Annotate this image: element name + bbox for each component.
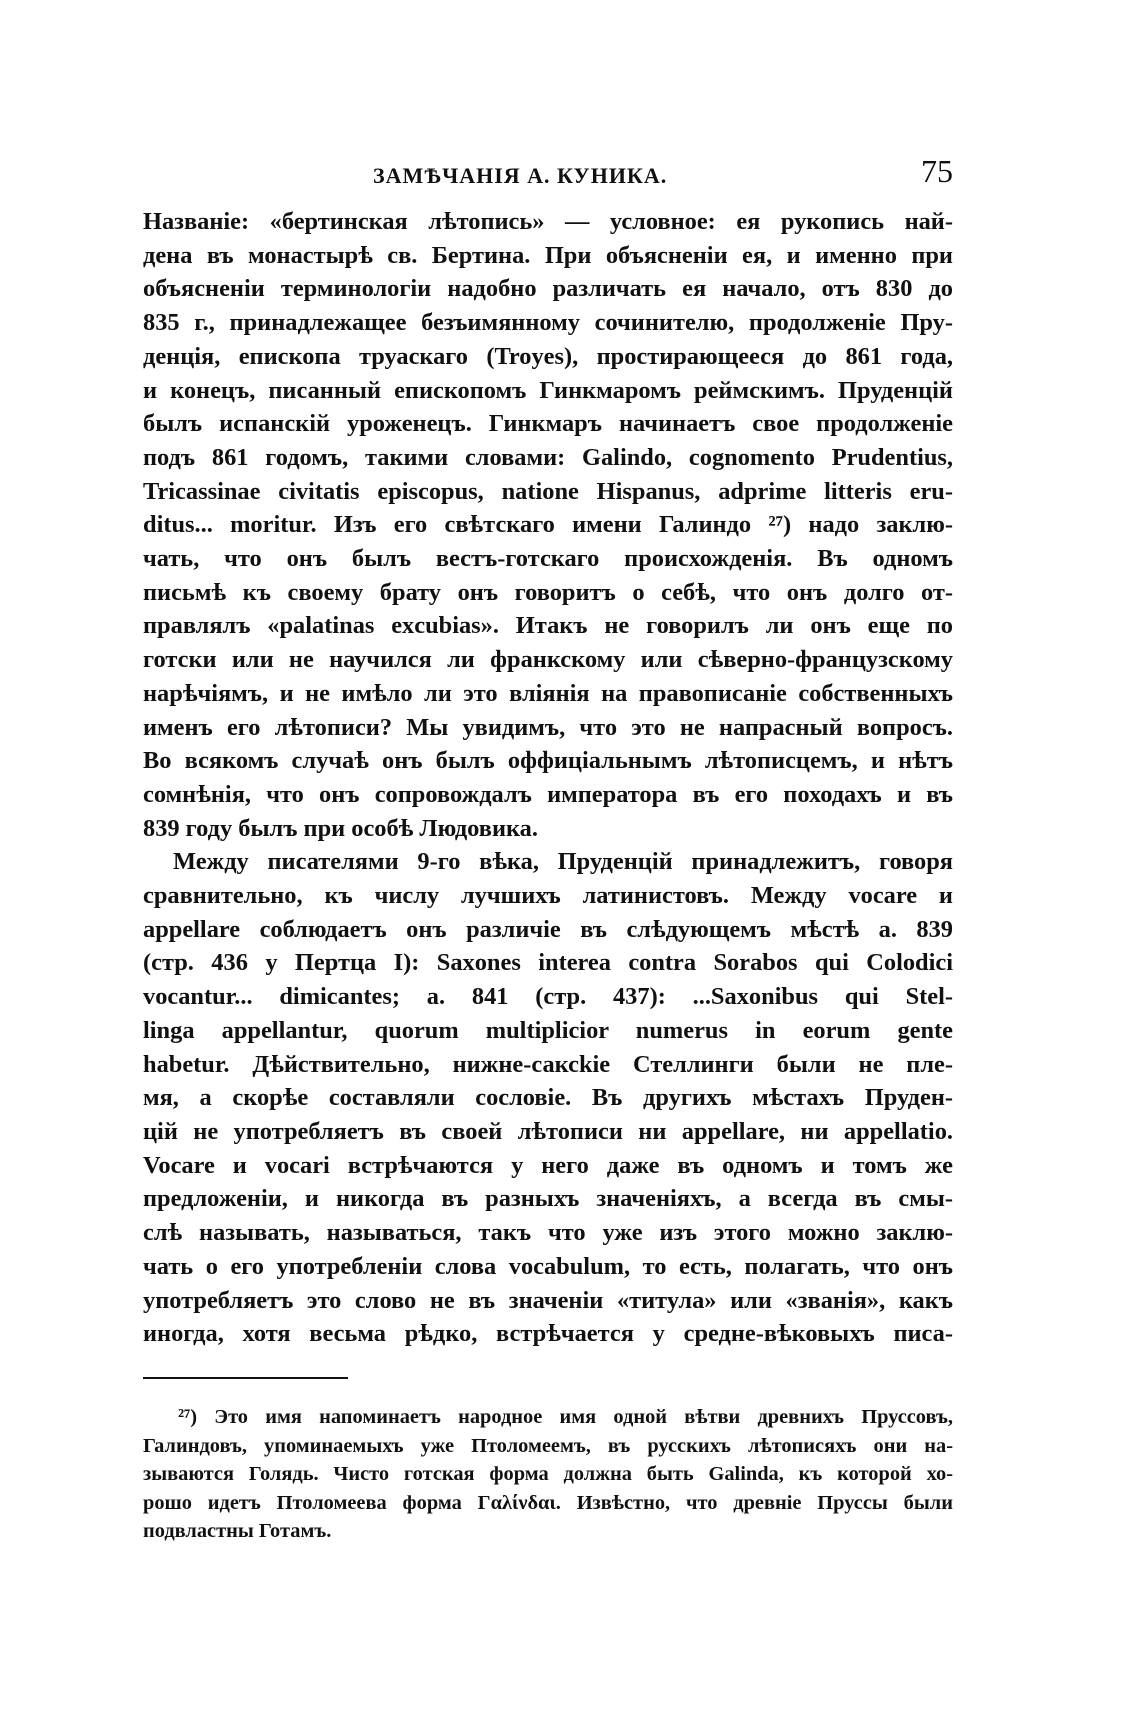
text-line: Vocare и vocari встрѣчаются у него даже въ одномъ и томъ же <box>143 1151 953 1179</box>
text-line: употребляетъ это слово не въ значеніи «титула» или «званія», какъ <box>143 1286 953 1314</box>
text-line: чать о его употребленіи слова vocabulum, то есть, полагать, что онъ <box>143 1252 953 1280</box>
text-line: 835 г., принадлежащее безъимянному сочинителю, продолженіе Пру- <box>143 309 953 337</box>
footnote-line: Галиндовъ, упоминаемыхъ уже Птоломеемъ, въ русскихъ лѣтописяхъ они на- <box>143 1434 953 1457</box>
text-line: предложеніи, и никогда въ разныхъ значеніяхъ, а всегда въ смы- <box>143 1185 953 1213</box>
text-line: Tricassinae civitatis episcopus, natione Hispanus, adprime litteris eru- <box>143 477 953 505</box>
text-line: цій не употребляетъ въ своей лѣтописи ни appellare, ни appellatio. <box>143 1117 953 1145</box>
text-line: linga appellantur, quorum multiplicior numerus in eorum gente <box>143 1016 953 1044</box>
text-line: правлялъ «palatinas excubias». Итакъ не говорилъ ли онъ еще по <box>143 612 953 640</box>
paragraph-1 <box>143 205 953 845</box>
text-line: habetur. Дѣйствительно, нижне-саксkie Стеллинги были не пле- <box>143 1050 953 1078</box>
text-line: денція, епископа труаскаго (Troyes), простирающееся до 861 года, <box>143 342 953 370</box>
footnote-line: зываются Голядь. Чисто готская форма должна быть Galinda, къ которой хо- <box>143 1463 953 1486</box>
paragraph-2 <box>143 845 953 1351</box>
text-line: объясненіи терминологіи надобно различать ея начало, отъ 830 до <box>143 275 953 303</box>
text-line: дена въ монастырѣ св. Бертина. При объясненіи ея, и именно при <box>143 241 953 269</box>
text-line: былъ испанскій уроженецъ. Гинкмаръ начинаетъ свое продолженіе <box>143 410 953 438</box>
footnote-line: рошо идетъ Птоломеева форма Γαλίνδαι. Извѣстно, что древніе Пруссы были <box>143 1491 953 1514</box>
text-line: нарѣчіямъ, и не имѣло ли это вліянія на правописаніе собственныхъ <box>143 679 953 707</box>
text-line: иногда, хотя весьма рѣдко, встрѣчается у средне-вѣковыхъ писа- <box>143 1320 953 1348</box>
text-line: ditus... moritur. Изъ его свѣтскаго имени Галиндо ²⁷) надо заклю- <box>143 511 953 539</box>
main-text <box>143 205 953 1351</box>
text-line: мя, а скорѣе составляли сословіе. Въ другихъ мѣстахъ Пруден- <box>143 1084 953 1112</box>
running-head: ЗАМѢЧАНІЯ А. КУНИКА. <box>373 163 668 188</box>
footnote <box>143 1403 953 1546</box>
footnote-line: ²⁷) Это имя напоминаетъ народное имя одной вѣтви древнихъ Пруссовъ, <box>178 1405 953 1428</box>
text-line: слѣ называть, называться, такъ что уже изъ этого можно заклю- <box>143 1219 953 1247</box>
text-line: 839 году былъ при особѣ Людовика. <box>143 814 538 842</box>
text-line: vocantur... dimicantes; a. 841 (стр. 437): ...Saxonibus qui Stel- <box>143 983 953 1011</box>
book-page <box>143 145 953 1546</box>
text-line: Во всякомъ случаѣ онъ былъ оффиціальнымъ лѣтописцемъ, и нѣтъ <box>143 747 953 775</box>
text-line: Между писателями 9-го вѣка, Пруденцій принадлежитъ, говоря <box>173 848 953 876</box>
text-line: сомнѣнія, что онъ сопровождалъ императора въ его походахъ и въ <box>143 780 953 808</box>
text-line: Названіе: «бертинская лѣтопись» — условное: ея рукопись най- <box>143 208 953 235</box>
footnote-divider <box>143 1377 348 1379</box>
footnote-line: подвластны Готамъ. <box>143 1520 332 1543</box>
text-line: и конецъ, писанный епископомъ Гинкмаромъ реймскимъ. Пруденцій <box>143 376 953 404</box>
text-line: чать, что онъ былъ вестъ-готскаго происхожденія. Въ одномъ <box>143 545 953 573</box>
text-line: сравнительно, къ числу лучшихъ латинистовъ. Между vocare и <box>143 882 953 910</box>
text-line: письмѣ къ своему брату онъ говоритъ о себѣ, что онъ долго от- <box>143 578 953 606</box>
page-number: 75 <box>921 153 953 189</box>
text-line: именъ его лѣтописи? Мы увидимъ, что это не напрасный вопросъ. <box>143 713 953 741</box>
text-line: appellare соблюдаетъ онъ различіе въ слѣдующемъ мѣстѣ a. 839 <box>143 915 953 943</box>
text-line: (стр. 436 у Пертца I): Saxones interea contra Sorabos qui Colodici <box>143 949 953 977</box>
page-header <box>143 145 953 205</box>
text-line: подъ 861 годомъ, такими словами: Galindo, cognomento Prudentius, <box>143 443 953 471</box>
text-line: готски или не научился ли франкскому или сѣверно-французскому <box>143 646 953 674</box>
